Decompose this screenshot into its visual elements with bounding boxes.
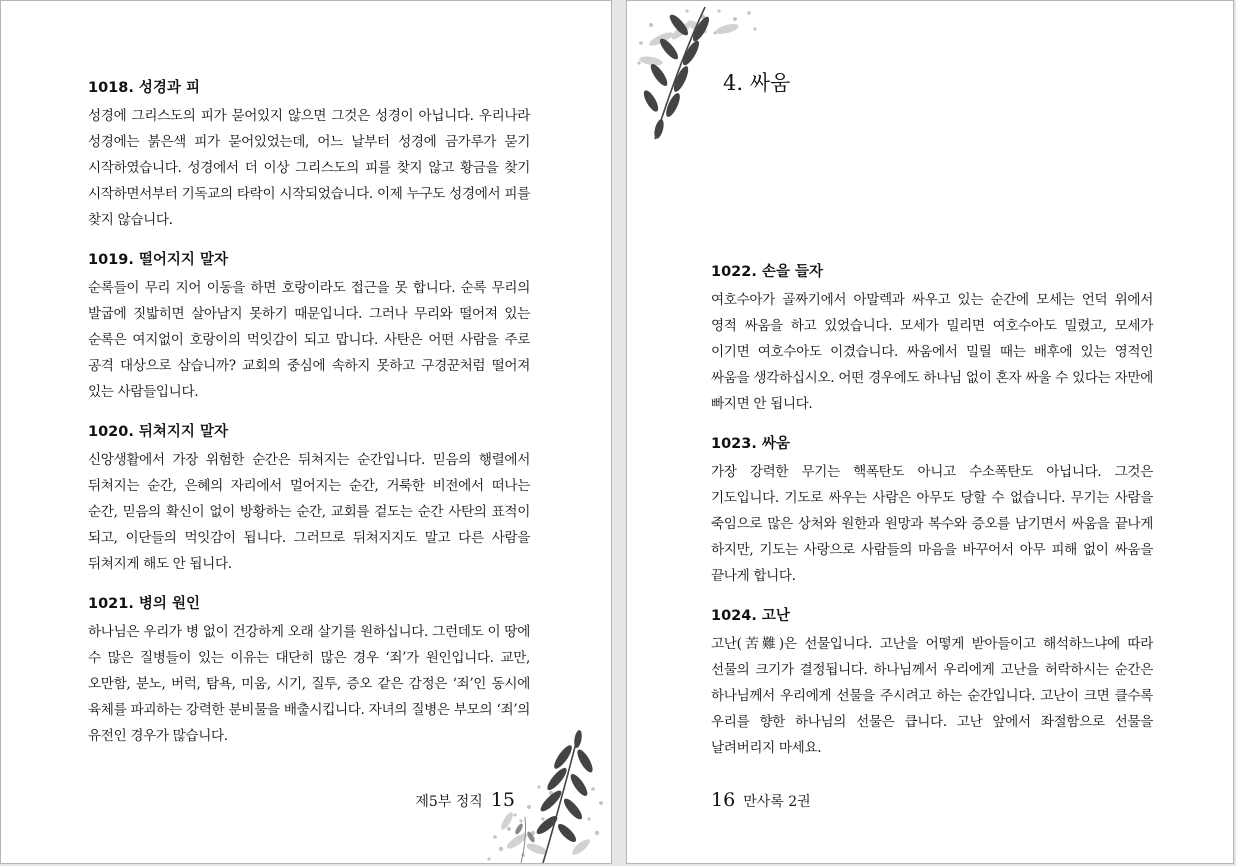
entry-body: 여호수아가 골짜기에서 아말렉과 싸우고 있는 순간에 모세는 언덕 위에서 영적 싸움을 하고 있었습니다. 모세가 밀리면 여호수아도 밀렸고, 모세가 이기면 여호수아도 이겼습니다. 싸움에서 밀릴 때는 배후에 있는 영적인 싸움을 생각하십시오. 어떤 경우에도 하나님 없이 혼자 싸울 수 있다는 자만에 빠지면 안 됩니다. — [711, 292, 1153, 412]
entry-body: 가장 강력한 무기는 핵폭탄도 아니고 수소폭탄도 아닙니다. 그것은 기도입니다. 기도로 싸우는 사람은 아무도 당할 수 없습니다. 무기는 사람을 죽임으로 많은 상처와 원한과 원망과 복수와 증오를 남기면서 싸움을 끝나게 하지만, 기도는 사랑으로 사람들의 마음을 바꾸어서 아무 피해 없이 싸움을 끝나게 합니다. — [711, 464, 1153, 584]
page-number: 16 — [711, 789, 736, 811]
page-number: 15 — [490, 789, 515, 811]
right-entries — [711, 261, 1153, 777]
left-entries — [88, 77, 530, 765]
entry-1023 — [711, 433, 1153, 589]
right-footer — [711, 789, 811, 811]
entry-body: 성경에 그리스도의 피가 묻어있지 않으면 그것은 성경이 아닙니다. 우리나라 성경에는 붉은색 피가 묻어있었는데, 어느 날부터 성경에 금가루가 묻기 시작하였습니다. 성경에서 더 이상 그리스도의 피를 찾지 않고 황금을 찾기 시작하면서부터 기독교의 타락이 시작되었습니다. 이제 누구도 성경에서 피를 찾지 않습니다. — [88, 108, 530, 228]
entry-title: 1019. 떨어지지 말자 — [88, 252, 229, 268]
entry-body: 고난(苦難)은 선물입니다. 고난을 어떻게 받아들이고 해석하느냐에 따라 선물의 크기가 결정됩니다. 하나님께서 우리에게 고난을 허락하시는 순간은 하나님께서 우리에게 선물을 주시려고 하는 순간입니다. 고난이 크면 클수록 우리를 향한 하나님의 선물은 큽니다. 고난 앞에서 좌절함으로 선물을 날려버리지 마세요. — [711, 636, 1153, 756]
footer-book-title: 만사록 2권 — [743, 794, 811, 810]
entry-body: 신앙생활에서 가장 위험한 순간은 뒤쳐지는 순간입니다. 믿음의 행렬에서 뒤쳐지는 순간, 은혜의 자리에서 멀어지는 순간, 거룩한 비전에서 떠나는 순간, 믿음의 확신이 없이 방황하는 순간, 교회를 겉도는 순간 사탄의 표적이 되고, 이단들의 먹잇감이 됩니다. 그러므로 뒤쳐지지도 말고 다른 사람을 뒤쳐지게 해도 안 됩니다. — [88, 452, 530, 572]
right-page — [626, 0, 1234, 864]
entry-1022 — [711, 261, 1153, 417]
entry-1024 — [711, 605, 1153, 761]
entry-title: 1023. 싸움 — [711, 436, 790, 452]
entry-title: 1022. 손을 들자 — [711, 264, 823, 280]
footer-section-title: 제5부 정직 — [415, 794, 483, 810]
entry-1019 — [88, 249, 530, 405]
entry-body: 하나님은 우리가 병 없이 건강하게 오래 살기를 원하십니다. 그런데도 이 땅에 수 많은 질병들이 있는 이유는 대단히 많은 경우 ‘죄’가 원인입니다. 교만, 오만함, 분노, 버럭, 탐욕, 미움, 시기, 질투, 증오 같은 감정은 ‘죄’인 동시에 육체를 파괴하는 강력한 분비물을 배출시킵니다. 자녀의 질병은 부모의 ‘죄’의 유전인 경우가 많습니다. — [88, 624, 530, 744]
entry-body: 순록들이 무리 지어 이동을 하면 호랑이라도 접근을 못 합니다. 순록 무리의 발굽에 짓밟히면 살아남지 못하기 때문입니다. 그러나 무리와 떨어져 있는 순록은 여지없이 호랑이의 먹잇감이 되고 맙니다. 사탄은 어떤 사람을 주로 공격 대상으로 삼습니까? 교회의 중심에 속하지 못하고 구경꾼처럼 떨어져 있는 사람들입니다. — [88, 280, 530, 400]
leaf-branch-icon — [481, 729, 611, 864]
entry-1018 — [88, 77, 530, 233]
entry-title: 1024. 고난 — [711, 608, 790, 624]
entry-1021 — [88, 593, 530, 749]
entry-1020 — [88, 421, 530, 577]
entry-title: 1021. 병의 원인 — [88, 596, 200, 612]
chapter-title: 4. 싸움 — [723, 71, 791, 95]
entry-title: 1018. 성경과 피 — [88, 80, 200, 96]
left-page — [0, 0, 612, 864]
entry-title: 1020. 뒤쳐지지 말자 — [88, 424, 229, 440]
